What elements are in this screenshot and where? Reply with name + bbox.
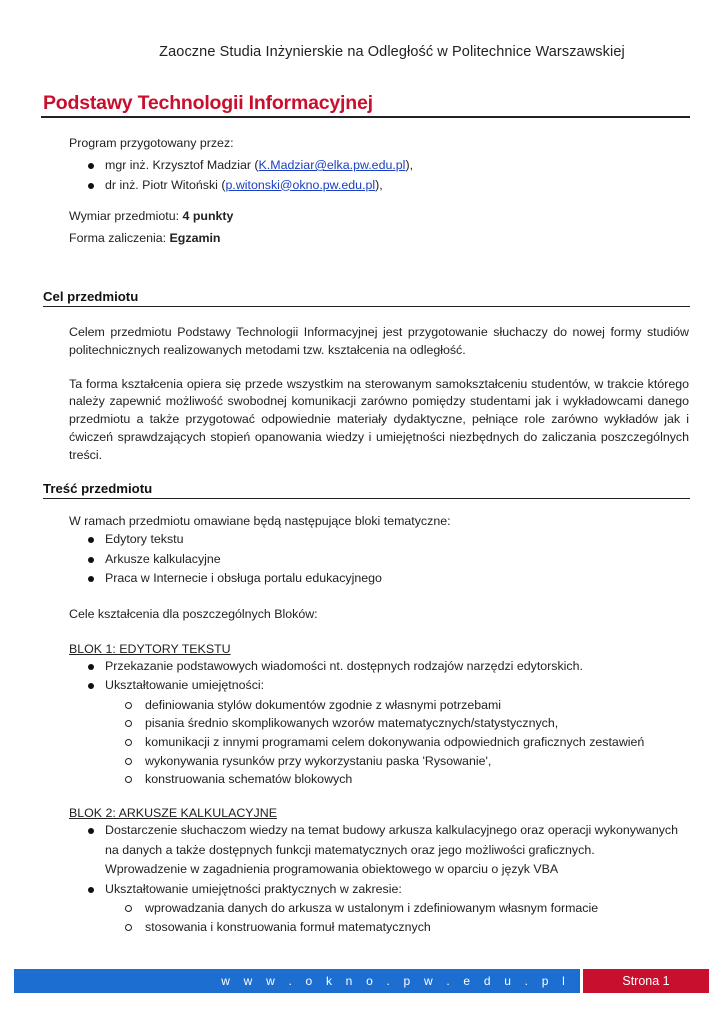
circle-bullet-icon	[125, 758, 132, 765]
circle-bullet-icon	[125, 776, 132, 783]
block2-subitem: wprowadzania danych do arkusza w ustalonym i zdefiniowanym własnym formacie	[121, 899, 689, 918]
section-heading-goal: Cel przedmiotu	[43, 289, 690, 307]
block2-subitem: stosowania i konstruowania formuł matematycznych	[121, 918, 689, 937]
blocks-list	[69, 530, 689, 589]
bullet-icon	[88, 183, 94, 189]
footer-url-bar: w w w . o k n o . p w . e d u . p l	[14, 969, 580, 993]
block-list-item: Praca w Internecie i obsługa portalu edukacyjnego	[85, 569, 689, 589]
author-name: mgr inż. Krzysztof Madziar (	[105, 158, 259, 172]
content-intro: W ramach przedmiotu omawiane będą następujące bloki tematyczne:	[69, 514, 451, 528]
block2-heading: BLOK 2: ARKUSZE KALKULACYJNE	[69, 806, 277, 821]
scope-label: Wymiar przedmiotu:	[69, 209, 183, 223]
scope-line	[69, 209, 689, 223]
prepared-by-label: Program przygotowany przez:	[69, 136, 234, 150]
running-header: Zaoczne Studia Inżynierskie na Odległość w Politechnice Warszawskiej	[159, 44, 625, 60]
bullet-icon	[88, 828, 94, 834]
author-email-link[interactable]: K.Madziar@elka.pw.edu.pl	[258, 158, 406, 172]
title-divider	[41, 116, 690, 118]
block1-subitem: wykonywania rysunków przy wykorzystaniu paska 'Rysowanie',	[121, 752, 689, 771]
block1-heading: BLOK 1: EDYTORY TEKSTU	[69, 641, 231, 656]
scope-value: 4 punkty	[182, 209, 234, 223]
goal-section-body	[69, 324, 689, 465]
author-suffix: ),	[375, 177, 383, 192]
block1-subitem: definiowania stylów dokumentów zgodnie z własnymi potrzebami	[121, 696, 689, 715]
goal-paragraph-1: Celem przedmiotu Podstawy Technologii Informacyjnej jest przygotowanie słuchaczy do nowej formy studiów politechnicznych realizowanych metodami tzw. kształcenia na odległość.	[69, 325, 689, 357]
authors-list	[69, 156, 689, 195]
author-email-link[interactable]: p.witonski@okno.pw.edu.pl	[225, 177, 376, 192]
assessment-value: Egzamin	[169, 231, 221, 245]
section-heading-content: Treść przedmiotu	[43, 481, 690, 499]
block1-item: Ukształtowanie umiejętności: definiowania stylów dokumentów zgodnie z własnymi potrzebami pisania średnio skomplikowanych wzorów matematycznych/statystycznych, komunikacji z innymi programami celem dokonywania odpowiednich graficznych zestawień wykonywania rysunków przy wykorzystaniu paska 'Rysowanie', konstruowania schematów blokowych	[85, 676, 689, 789]
circle-bullet-icon	[125, 720, 132, 727]
bullet-icon	[88, 163, 94, 169]
circle-bullet-icon	[125, 905, 132, 912]
content-section-body	[69, 514, 689, 936]
block2-sublist	[105, 899, 689, 936]
block2-item: Ukształtowanie umiejętności praktycznych w zakresie: wprowadzania danych do arkusza w ustalonym i zdefiniowanym własnym formacie stosowania i konstruowania formuł matematycznych	[85, 880, 689, 937]
bullet-icon	[88, 557, 94, 563]
block1-item: Przekazanie podstawowych wiadomości nt. dostępnych rodzajów narzędzi edytorskich.	[85, 657, 689, 677]
block1-subitem: konstruowania schematów blokowych	[121, 770, 689, 789]
block2-list	[69, 821, 689, 936]
footer-page-number: Strona 1	[583, 969, 709, 993]
block2-item: Dostarczenie słuchaczom wiedzy na temat budowy arkusza kalkulacyjnego oraz operacji wykonywanych na danych a także dostępnych funkcji matematycznych oraz jego możliwości graficznych. Wprowadzenie w zagadnienia programowania obiektowego w oparciu o język VBA	[85, 821, 689, 880]
circle-bullet-icon	[125, 702, 132, 709]
block1-subitem: pisania średnio skomplikowanych wzorów matematycznych/statystycznych,	[121, 714, 689, 733]
assessment-line	[69, 231, 689, 245]
block-list-item: Arkusze kalkulacyjne	[85, 550, 689, 570]
circle-bullet-icon	[125, 739, 132, 746]
block1-subitem: komunikacji z innymi programami celem dokonywania odpowiednich graficznych zestawień	[121, 733, 689, 752]
author-name: dr inż. Piotr Witoński (	[105, 177, 226, 192]
block1-sublist	[105, 696, 689, 790]
goals-intro: Cele kształcenia dla poszczególnych Bloków:	[69, 606, 318, 621]
assessment-label: Forma zaliczenia:	[69, 231, 170, 245]
author-item	[85, 156, 689, 176]
bullet-icon	[88, 576, 94, 582]
block1-list	[69, 657, 689, 790]
bullet-icon	[88, 683, 94, 689]
author-suffix: ),	[405, 158, 414, 172]
bullet-icon	[88, 887, 94, 893]
goal-paragraph-2: Ta forma kształcenia opiera się przede wszystkim na sterowanym samokształceniu studentów, w trakcie którego należy zapewnić możliwość swobodnej komunikacji zarówno pomiędzy studentami jak i wykładowcami danego przedmiotu a także przygotować odpowiednie materiały dydaktyczne, pełniące role zarówno wykładów jak i ćwiczeń sprawdzających stopień opanowania wiedzy i umiejętności niezbędnych do zaliczania poszczególnych treści.	[69, 376, 689, 462]
block-list-item: Edytory tekstu	[85, 530, 689, 550]
circle-bullet-icon	[125, 924, 132, 931]
bullet-icon	[88, 537, 94, 543]
bullet-icon	[88, 664, 94, 670]
prepared-by-block	[69, 136, 689, 245]
document-title: Podstawy Technologii Informacyjnej	[43, 92, 373, 114]
author-item	[85, 176, 689, 196]
